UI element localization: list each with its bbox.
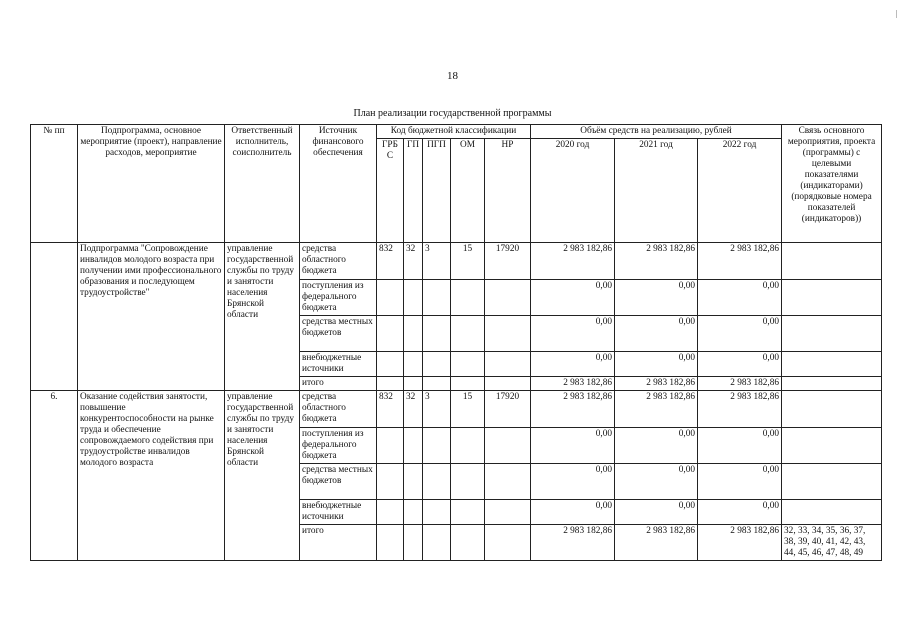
amount-2020: 2 983 182,86 bbox=[531, 243, 615, 280]
om-cell bbox=[451, 280, 485, 316]
nr-cell bbox=[485, 316, 531, 352]
row-link: 32, 33, 34, 35, 36, 37, 38, 39, 40, 41, 42, 43, 44, 45, 46, 47, 48, 49 bbox=[782, 525, 882, 561]
amount-2021: 0,00 bbox=[615, 316, 698, 352]
amount-2022: 0,00 bbox=[698, 352, 782, 377]
amount-2020: 0,00 bbox=[531, 464, 615, 500]
amount-2022: 2 983 182,86 bbox=[698, 391, 782, 428]
row-executor: управление государственной службы по труду и занятости населения Брянской области bbox=[225, 243, 300, 391]
link-cell bbox=[782, 316, 882, 352]
row-name: Оказание содействия занятости, повышение конкурентоспособности на рынке труда и обеспечение сопровождаемого содействия при трудоустройстве инвалидов молодого возраста bbox=[78, 391, 225, 561]
gp-cell bbox=[404, 316, 423, 352]
total-2022: 2 983 182,86 bbox=[698, 377, 782, 391]
header-grbs: ГРБС bbox=[377, 139, 404, 243]
amount-2021: 0,00 bbox=[615, 280, 698, 316]
source-cell: внебюджетные источники bbox=[300, 352, 377, 377]
source-cell: средства областного бюджета bbox=[300, 243, 377, 280]
amount-2022: 0,00 bbox=[698, 316, 782, 352]
source-cell: средства местных бюджетов bbox=[300, 464, 377, 500]
amount-2021: 2 983 182,86 bbox=[615, 243, 698, 280]
source-cell: средства областного бюджета bbox=[300, 391, 377, 428]
pgp-cell: 3 bbox=[423, 243, 451, 280]
pgp-cell bbox=[423, 377, 451, 391]
row-num bbox=[31, 243, 78, 391]
link-cell bbox=[782, 464, 882, 500]
nr-cell: 17920 bbox=[485, 391, 531, 428]
table-row bbox=[31, 391, 882, 428]
amount-2020: 0,00 bbox=[531, 316, 615, 352]
header-2022: 2022 год bbox=[698, 139, 782, 243]
pgp-cell bbox=[423, 464, 451, 500]
om-cell: 15 bbox=[451, 243, 485, 280]
grbs-cell bbox=[377, 428, 404, 464]
pgp-cell: 3 bbox=[423, 391, 451, 428]
om-cell bbox=[451, 316, 485, 352]
pgp-cell bbox=[423, 500, 451, 525]
nr-cell bbox=[485, 280, 531, 316]
gp-cell bbox=[404, 464, 423, 500]
page-number: 18 bbox=[447, 70, 458, 82]
nr-cell bbox=[485, 352, 531, 377]
gp-cell bbox=[404, 377, 423, 391]
link-cell bbox=[782, 391, 882, 428]
om-cell bbox=[451, 352, 485, 377]
total-2020: 2 983 182,86 bbox=[531, 525, 615, 561]
nr-cell bbox=[485, 464, 531, 500]
total-2021: 2 983 182,86 bbox=[615, 525, 698, 561]
header-om: ОМ bbox=[451, 139, 485, 243]
gp-cell: 32 bbox=[404, 391, 423, 428]
om-cell bbox=[451, 500, 485, 525]
nr-cell bbox=[485, 525, 531, 561]
nr-cell bbox=[485, 377, 531, 391]
header-pgp: ПГП bbox=[423, 139, 451, 243]
nr-cell bbox=[485, 500, 531, 525]
table-row bbox=[31, 243, 882, 280]
grbs-cell bbox=[377, 500, 404, 525]
amount-2021: 0,00 bbox=[615, 500, 698, 525]
scan-edge-mark bbox=[896, 10, 897, 18]
row-link bbox=[782, 243, 882, 280]
row-name: Подпрограмма "Сопровождение инвалидов молодого возраста при получении ими профессионального образования и последующем трудоустройстве" bbox=[78, 243, 225, 391]
link-cell bbox=[782, 377, 882, 391]
om-cell bbox=[451, 377, 485, 391]
pgp-cell bbox=[423, 525, 451, 561]
om-cell bbox=[451, 464, 485, 500]
pgp-cell bbox=[423, 428, 451, 464]
source-cell-total: итого bbox=[300, 377, 377, 391]
amount-2021: 2 983 182,86 bbox=[615, 391, 698, 428]
grbs-cell bbox=[377, 280, 404, 316]
grbs-cell bbox=[377, 352, 404, 377]
table-header bbox=[31, 125, 882, 243]
pgp-cell bbox=[423, 352, 451, 377]
amount-2020: 0,00 bbox=[531, 428, 615, 464]
link-cell bbox=[782, 500, 882, 525]
amount-2022: 0,00 bbox=[698, 280, 782, 316]
grbs-cell bbox=[377, 464, 404, 500]
grbs-cell bbox=[377, 377, 404, 391]
header-num: № пп bbox=[31, 125, 78, 243]
header-source: Источник финансового обеспечения bbox=[300, 125, 377, 243]
document-title: План реализации государственной программы bbox=[353, 108, 552, 119]
header-nr: НР bbox=[485, 139, 531, 243]
amount-2020: 0,00 bbox=[531, 352, 615, 377]
row-num: 6. bbox=[31, 391, 78, 561]
pgp-cell bbox=[423, 280, 451, 316]
total-2020: 2 983 182,86 bbox=[531, 377, 615, 391]
header-budget-code: Код бюджетной классификации bbox=[377, 125, 531, 139]
amount-2020: 0,00 bbox=[531, 500, 615, 525]
grbs-cell: 832 bbox=[377, 243, 404, 280]
gp-cell bbox=[404, 525, 423, 561]
row-executor: управление государственной службы по труду и занятости населения Брянской области bbox=[225, 391, 300, 561]
nr-cell: 17920 bbox=[485, 243, 531, 280]
header-volume: Объём средств на реализацию, рублей bbox=[531, 125, 782, 139]
amount-2022: 0,00 bbox=[698, 464, 782, 500]
source-cell: поступления из федерального бюджета bbox=[300, 428, 377, 464]
source-cell: средства местных бюджетов bbox=[300, 316, 377, 352]
header-subprogram: Подпрограмма, основное мероприятие (проект), направление расходов, мероприятие bbox=[78, 125, 225, 243]
amount-2020: 0,00 bbox=[531, 280, 615, 316]
gp-cell bbox=[404, 352, 423, 377]
header-2020: 2020 год bbox=[531, 139, 615, 243]
link-cell bbox=[782, 428, 882, 464]
source-cell: поступления из федерального бюджета bbox=[300, 280, 377, 316]
total-2021: 2 983 182,86 bbox=[615, 377, 698, 391]
amount-2021: 0,00 bbox=[615, 428, 698, 464]
table-body bbox=[31, 243, 882, 561]
gp-cell bbox=[404, 280, 423, 316]
amount-2022: 0,00 bbox=[698, 500, 782, 525]
header-executor: Ответственный исполнитель, соисполнитель bbox=[225, 125, 300, 243]
link-cell bbox=[782, 352, 882, 377]
total-2022: 2 983 182,86 bbox=[698, 525, 782, 561]
link-cell bbox=[782, 280, 882, 316]
gp-cell: 32 bbox=[404, 243, 423, 280]
amount-2022: 0,00 bbox=[698, 428, 782, 464]
amount-2020: 2 983 182,86 bbox=[531, 391, 615, 428]
source-cell-total: итого bbox=[300, 525, 377, 561]
om-cell bbox=[451, 525, 485, 561]
amount-2021: 0,00 bbox=[615, 352, 698, 377]
om-cell: 15 bbox=[451, 391, 485, 428]
amount-2022: 2 983 182,86 bbox=[698, 243, 782, 280]
amount-2021: 0,00 bbox=[615, 464, 698, 500]
gp-cell bbox=[404, 428, 423, 464]
gp-cell bbox=[404, 500, 423, 525]
grbs-cell bbox=[377, 525, 404, 561]
header-gp: ГП bbox=[404, 139, 423, 243]
pgp-cell bbox=[423, 316, 451, 352]
grbs-cell: 832 bbox=[377, 391, 404, 428]
plan-table bbox=[30, 124, 882, 561]
grbs-cell bbox=[377, 316, 404, 352]
header-2021: 2021 год bbox=[615, 139, 698, 243]
header-link: Связь основного мероприятия, проекта (программы) с целевыми показателями (индикаторами) (порядковые номера показателей (индикаторов)) bbox=[782, 125, 882, 243]
source-cell: внебюджетные источники bbox=[300, 500, 377, 525]
om-cell bbox=[451, 428, 485, 464]
nr-cell bbox=[485, 428, 531, 464]
